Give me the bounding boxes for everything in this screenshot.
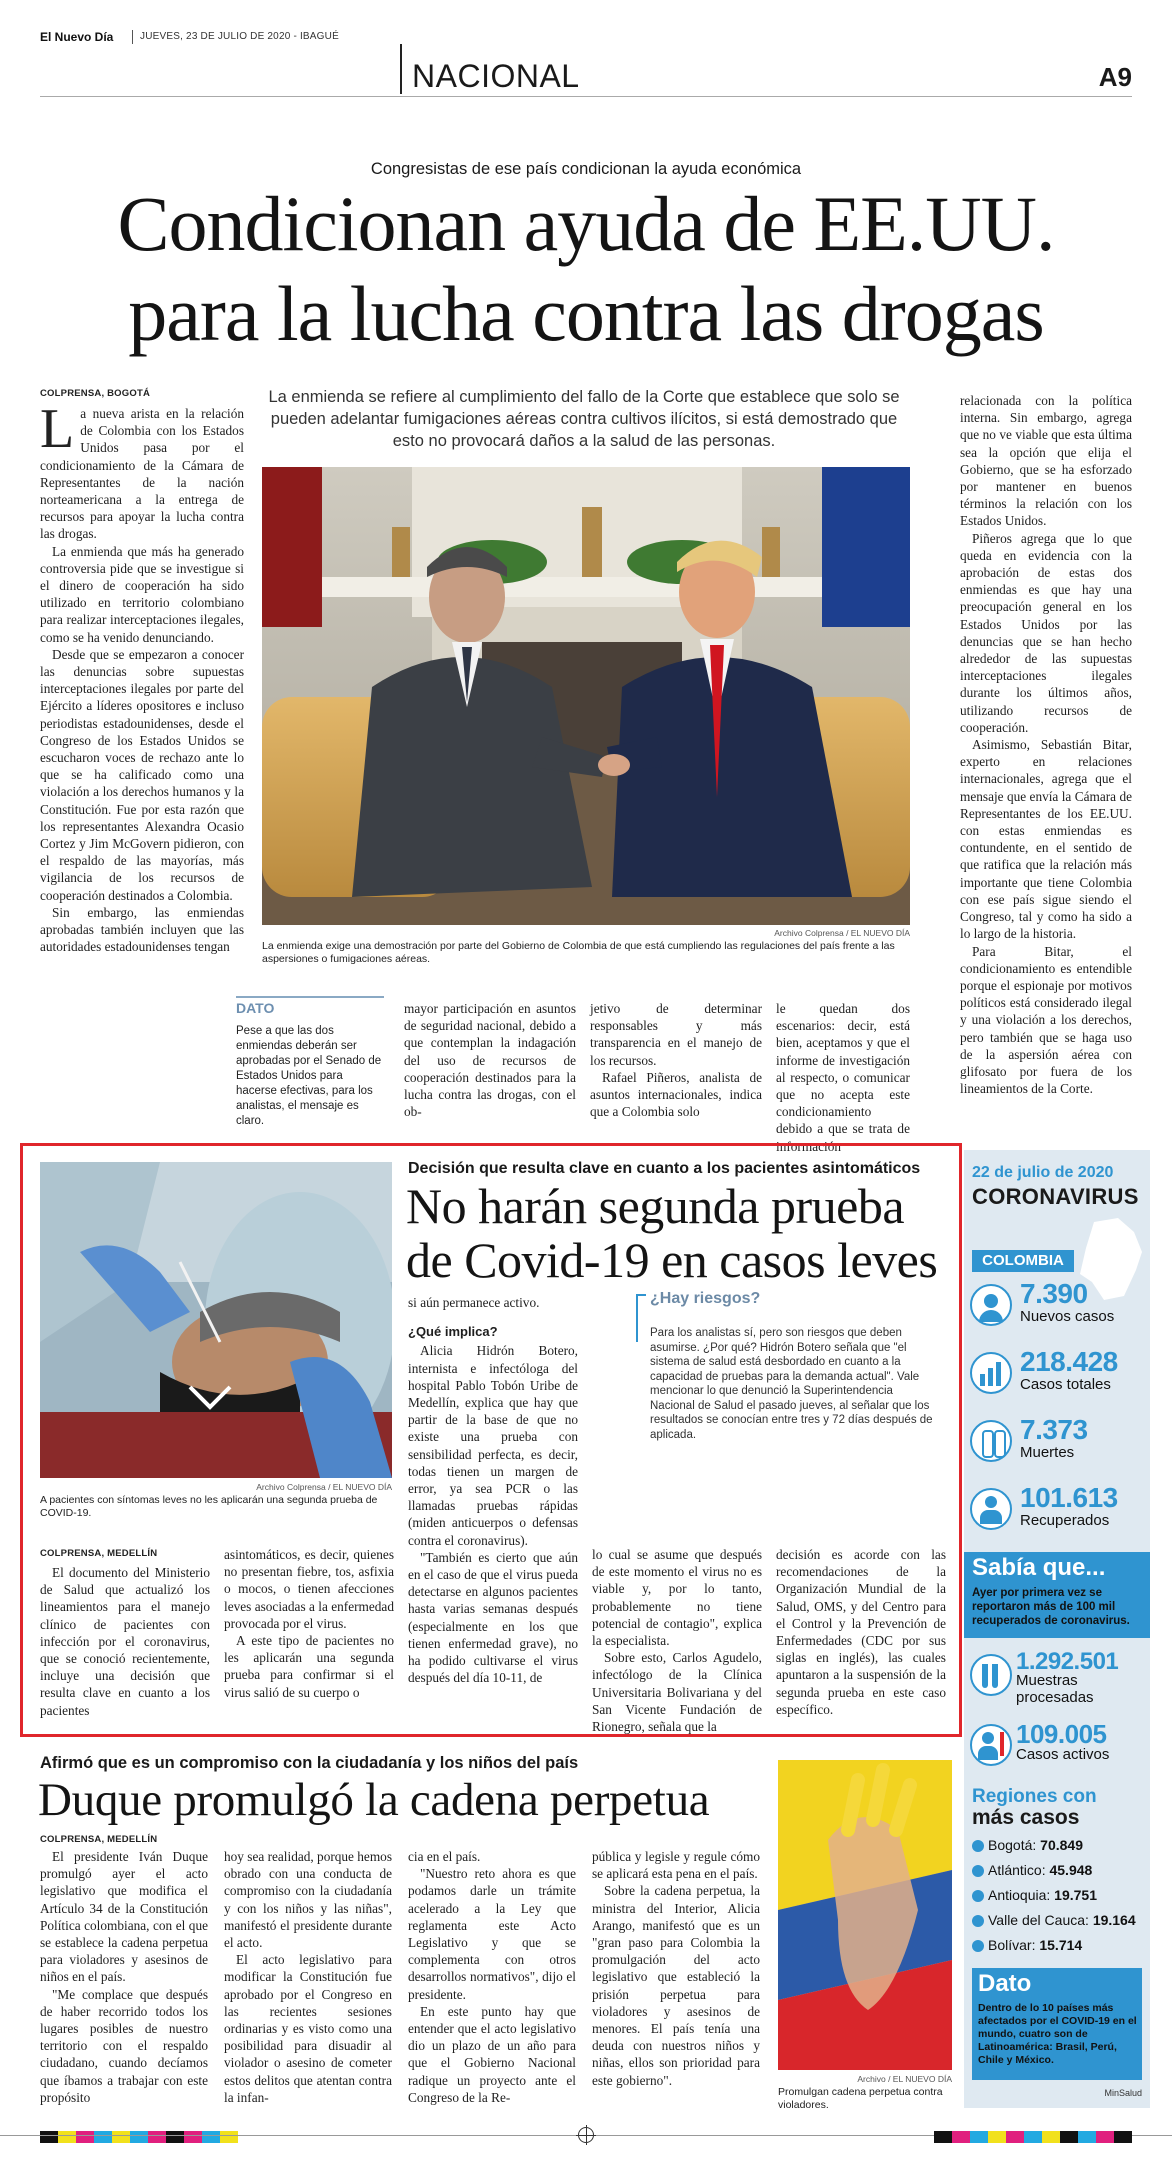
story3-photo: [778, 1760, 952, 2070]
story2-caption: A pacientes con síntomas leves no les aplicarán una segunda prueba de COVID-19.: [40, 1494, 378, 1519]
stat-label: Nuevos casos: [1020, 1308, 1115, 1325]
story1-col3-p1: mayor participación en asuntos de seguridad nacional, debido a que contemplan la indagación del uso de recursos de cooperación destinados para la lucha contra las drogas, con el ob-: [404, 1001, 576, 1120]
corona-dato-title: Dato: [978, 1970, 1032, 1997]
story2-col2-p1: asintomáticos, es decir, quienes no presentan fiebre, tos, asfixia o mocos, o tienen afecciones leves asociadas a la enfermedad provocada por el virus.: [224, 1547, 394, 1631]
region-value: 70.849: [1040, 1837, 1083, 1853]
region-item: [972, 1886, 1150, 1904]
story3-photo-credit: Archivo / EL NUEVO DÍA: [857, 2074, 952, 2084]
section-bar: [400, 44, 402, 94]
story3-caption: Promulgan cadena perpetua contra violadores.: [778, 2086, 943, 2111]
story1-col1-p3: Desde que se empezaron a conocer las denuncias sobre supuestas interceptaciones ilegales por parte del Ejército a líderes opositores e incluso periodistas estadounidenses, desde el Congreso de los Estados Unidos se escucharon voces de rechazo ante lo que se ha calificado como una violación a los derechos humanos y la Constitución. Fue por esta razón que los representantes Alexandra Ocasio Cortez y Jim McGovern pidieron, con el respaldo de las mayorías, más vigilancia de los recursos de cooperación destinados a Colombia.: [40, 646, 244, 903]
region-name: Valle del Cauca:: [988, 1912, 1089, 1928]
story1-column-4: [590, 1000, 762, 1120]
story1-dato: [236, 996, 384, 1129]
bullet-icon: [972, 1840, 984, 1852]
story3-column-4: [592, 1848, 760, 2089]
stat-total-cases: [970, 1348, 1150, 1404]
regions-title-2: más casos: [972, 1806, 1080, 1829]
date-line: JUEVES, 23 DE JULIO DE 2020 - IBAGUÉ: [140, 31, 339, 42]
cases-chart-icon: [970, 1352, 1012, 1394]
story1-column-3: [404, 1000, 576, 1120]
feet-tag-icon: [970, 1420, 1012, 1462]
corona-country: COLOMBIA: [972, 1250, 1074, 1272]
story2-headline-line2: de Covid-19 en casos leves: [406, 1232, 938, 1288]
stat-active: [970, 1720, 1150, 1776]
region-item: [972, 1836, 1150, 1854]
story2-col5-p1: decisión es acorde con las recomendaciones de la Organización Mundial de la Salud, OMS, y del Centro para el Control y la Prevención de Enfermedades (CDC por sus siglas en inglés), las cuales apuntaron a la suspensión de la segunda prueba en este caso específico.: [776, 1547, 946, 1717]
stat-value: 7.390: [1020, 1278, 1088, 1309]
story1-col6-p4: Para Bitar, el condicionamiento es entendible porque el espionaje por motivos políticos está considerado ilegal y una violación a los derechos, pero también que se haga uso de la aspersión aérea con glifosato por fuera de los lineamientos de la Corte.: [960, 943, 1132, 1097]
corona-date: 22 de julio de 2020: [972, 1164, 1114, 1181]
story2-photo-credit: Archivo Colprensa / EL NUEVO DÍA: [256, 1482, 392, 1492]
stat-label: Casos activos: [1016, 1746, 1110, 1763]
story3-byline: COLPRENSA, MEDELLÍN: [40, 1834, 158, 1845]
story2-col3-p1: Alicia Hidrón Botero, internista e infectóloga del hospital Pablo Tobón Uribe de Medellín, explica que hay que partir de la base de que no existe una prueba con sensibilidad perfecta, es decir, todas tienen un margen de error, ya sea PCR o las llamadas pruebas rápidas (miden anticuerpos o defensas contra el coronavirus).: [408, 1343, 578, 1548]
print-color-bar-left: [40, 2130, 340, 2142]
corona-dato-box: [972, 1968, 1142, 2080]
region-value: 19.751: [1054, 1887, 1097, 1903]
story3-col3-p3: En este punto hay que entender que el acto legislativo dio un plazo de un año para que el Gobierno Nacional radique un proyecto ante el Congreso de la Re-: [408, 2003, 576, 2105]
story3-column-2: [224, 1848, 392, 2106]
story1-caption: La enmienda exige una demostración por parte del Gobierno de Colombia de que está cumpliendo las regulaciones del país frente a las aspersiones o fumigaciones aéreas.: [262, 940, 895, 965]
story1-pullquote: La enmienda se refiere al cumplimiento del fallo de la Corte que establece que solo se pueden adelantar fumigaciones aéreas contra cultivos ilícitos, si está demostrado que esto no provocará daños a la salud de las personas.: [268, 388, 900, 450]
story3-kicker: Afirmó que es un compromiso con la ciudadanía y los niños del país: [40, 1754, 579, 1772]
story3-headline: Duque promulgó la cadena perpetua: [38, 1774, 710, 1826]
dato-text: Pese a que las dos enmiendas deberán ser aprobadas por el Senado de Estados Unidos para hacerse efectivas, para los analistas, el mensaje es claro.: [236, 1025, 382, 1127]
story2-headline-line1: No harán segunda prueba: [406, 1178, 905, 1234]
story3-col3-p2: "Nuestro reto ahora es que podamos darle un trámite acelerado a la Ley que reglamenta este Acto Legislativo y que se complementa con otros desarrollos normativos", dijo el presidente.: [408, 1866, 576, 2002]
story1-byline: COLPRENSA, BOGOTÁ: [40, 388, 151, 399]
registration-mark-icon: [578, 2127, 594, 2143]
stat-value: 1.292.501: [1016, 1648, 1119, 1675]
stat-label: Casos totales: [1020, 1376, 1111, 1393]
stat-value: 101.613: [1020, 1482, 1118, 1513]
story1-photo-credit: Archivo Colprensa / EL NUEVO DÍA: [774, 928, 910, 938]
regions-title-1: Regiones con: [972, 1786, 1097, 1807]
story1-col4-p1: jetivo de determinar responsables y más transparencia en el manejo de los recursos.: [590, 1001, 762, 1068]
story2-photo: [40, 1162, 392, 1478]
corona-source: MinSalud: [1104, 2088, 1142, 2098]
story3-column-1: [40, 1848, 208, 2106]
stat-new-cases: [970, 1280, 1150, 1336]
riesgos-title: ¿Hay riesgos?: [650, 1290, 761, 1307]
bullet-icon: [972, 1915, 984, 1927]
coronavirus-sidebar: [964, 1150, 1150, 2108]
story1-col1-p1-text: a nueva arista en la relación de Colombia con los Estados Unidos pasa por el condicionamiento de la Cámara de Representantes de la nación norteamericana a la entrega de recursos para apoyar la lucha contra las drogas.: [40, 406, 244, 542]
story2-col3-lead: si aún permanece activo.: [408, 1295, 540, 1310]
sabia-text: Ayer por primera vez se reportaron más de 100 mil recuperados de coronavirus.: [972, 1587, 1130, 1627]
story3-col4-p2: Sobre la cadena perpetua, la ministra del Interior, Alicia Arango, manifestó que es un "gran paso para Colombia la promulgación del acto legislativo que estableció la prisión perpetua para violadores y asesinos de menores. El país tenía una deuda con nuestros niños y niñas, ellos son prioridad para este gobierno".: [592, 1883, 760, 2088]
region-item: [972, 1861, 1150, 1879]
paper-name: El Nuevo Día: [40, 30, 114, 44]
recovered-person-icon: [970, 1488, 1012, 1530]
story1-col6-p3: Asimismo, Sebastián Bitar, experto en relaciones internacionales, agrega que el mensaje que envía la Cámara de Representantes de los EE.UU. con estas enmiendas es contundente, en el sentido de que ratifica que la relación más importante que tiene Colombia con ese país sigue siendo el Congreso, tal y como ha sido a lo largo de la historia.: [960, 737, 1132, 942]
stat-value: 7.373: [1020, 1414, 1088, 1445]
story2-col1-p1: El documento del Ministerio de Salud que actualizó los lineamientos para el manejo clínico de pacientes con infección por el coronavirus, que se conoció recientemente, incluye una decisión que resulta clave en cuanto a los pacientes: [40, 1565, 210, 1718]
story1-column-5: [776, 1000, 910, 1155]
region-value: 45.948: [1049, 1862, 1093, 1878]
page-number: A9: [1098, 62, 1132, 92]
story2-col4-p1: lo cual se asume que después de este momento el virus no es viable y, por lo tanto, probablemente no tiene potencial de contagio", explica la especialista.: [592, 1547, 762, 1649]
story2-col2-p2: A este tipo de pacientes no les aplicarán una segunda prueba para confirmar si el virus salió de su cuerpo o: [224, 1633, 394, 1700]
stat-value: 109.005: [1016, 1719, 1107, 1749]
riesgos-text: Para los analistas sí, pero son riesgos que deben asumirse. ¿Por qué? Hidrón Botero señala que "el sistema de salud está desbordado en cuanto a la capacidad de pruebas para la demanda actual". Vale mencionar lo que denunció la Superintendencia Nacional de Salud el pasado jueves, al señalar que los resultados se conocían entre tres y 72 días después de aplicada.: [650, 1327, 933, 1441]
story2-subhead: ¿Qué implica?: [408, 1324, 498, 1340]
stat-label: Recuperados: [1020, 1512, 1110, 1529]
print-color-bar-right: [832, 2130, 1132, 2142]
story1-headline-line1: Condicionan ayuda de EE.UU.: [117, 180, 1055, 267]
bullet-icon: [972, 1890, 984, 1902]
masthead: [40, 28, 1132, 98]
story1-col4-p2: Rafael Piñeros, analista de asuntos internacionales, indica que a Colombia solo: [590, 1069, 762, 1120]
story3-col2-p2: El acto legislativo para modificar la Constitución fue aprobado por el Congreso en las recientes sesiones ordinarias y es visto como una posibilidad para disuadir al violador o asesino de cometer estos delitos que atentan contra la infan-: [224, 1952, 392, 2105]
thermometer-person-icon: [970, 1724, 1012, 1766]
story3-column-3: [408, 1848, 576, 2106]
riesgos-bracket: [636, 1294, 646, 1342]
story2-column-1: [40, 1564, 210, 1719]
story1-col1-p4: Sin embargo, las enmiendas aprobadas también incluyen que las autoridades estadounidenses tengan: [40, 904, 244, 955]
section-title: NACIONAL: [412, 58, 580, 94]
sabia-title: Sabía que...: [972, 1554, 1106, 1581]
story3-col1-p2: "Me complace que después de haber recorrido todos los lugares posibles de nuestro territorio con el respaldo ciudadano, cuando decíamos que íbamos a trabajar con este propósito: [40, 1986, 208, 2105]
story2-column-5: [776, 1546, 946, 1718]
story1-headline-line2: para la lucha contra las drogas: [128, 270, 1044, 357]
dato-label: DATO: [236, 1000, 275, 1016]
corona-title: CORONAVIRUS: [972, 1184, 1139, 1209]
region-value: 15.714: [1039, 1937, 1083, 1953]
region-name: Antioquia:: [988, 1887, 1051, 1903]
story1-column-1: [40, 398, 244, 956]
bullet-icon: [972, 1940, 984, 1952]
sabia-que-box: [964, 1552, 1150, 1638]
stat-label: Muestras procesadas: [1016, 1672, 1094, 1706]
region-name: Bogotá:: [988, 1837, 1037, 1853]
story1-col6-p1: relacionada con la política interna. Sin embargo, agrega que no ve viable que esta última sea la opción que elija el Gobierno, que se ha esforzado por mantener en buenos términos la relación con los Estados Unidos.: [960, 393, 1132, 529]
stat-value: 218.428: [1020, 1346, 1118, 1377]
stat-recovered: [970, 1484, 1150, 1540]
story1-column-6: [960, 392, 1132, 1097]
story1-kicker: Congresistas de ese país condicionan la ayuda económica: [370, 160, 802, 178]
region-item: [972, 1911, 1150, 1929]
covid-test-image: [40, 1162, 392, 1478]
bullet-icon: [972, 1865, 984, 1877]
stat-deaths: [970, 1416, 1150, 1472]
story1-col5-p1: le quedan dos escenarios: decir, está bien, aceptamos y que el informe de investigación al respecto, o comunicar que no acepta este condicionamiento debido a que se trata de información: [776, 1001, 910, 1154]
painted-hand-image: [778, 1760, 952, 2070]
story2-kicker: Decisión que resulta clave en cuanto a los pacientes asintomáticos: [408, 1160, 921, 1177]
region-value: 19.164: [1092, 1912, 1136, 1928]
story2-riesgos-box: [650, 1290, 940, 1442]
corona-dato-text: Dentro de lo 10 países más afectados por el COVID-19 en el mundo, cuatro son de Latinoamérica: Brasil, Perú, Chile y México.: [978, 2002, 1137, 2066]
story3-col4-p1: pública y legisle y regule cómo se aplicará esta pena en el país.: [592, 1849, 760, 1882]
story1-col6-p2: Piñeros agrega que lo que queda en evidencia con la aprobación de estas dos enmiendas es que hay una preocupación general en los Estados Unidos por las denuncias que se han hecho alrededor de las supuestas interceptaciones ilegales durante los últimos años, utilizando recursos de cooperación.: [960, 530, 1132, 735]
oval-office-handshake-image: [262, 467, 910, 925]
masthead-rule: [40, 96, 1132, 97]
region-item: [972, 1936, 1150, 1954]
story2-byline: COLPRENSA, MEDELLÍN: [40, 1548, 158, 1559]
story2-col4-p2: Sobre esto, Carlos Agudelo, infectólogo de la Clínica Universitaria Bolivariana y del San Vicente Fundación de Rionegro, señala que la: [592, 1650, 762, 1735]
story3-col3-p1: cia en el país.: [408, 1849, 481, 1864]
story2-column-2: [224, 1546, 394, 1701]
story3-col1-p1: El presidente Iván Duque promulgó ayer el acto legislativo que modifica el Artículo 34 de la Constitución Política colombiana, con el que se establece la cadena perpetua para violadores y asesinos de niños en el país.: [40, 1849, 208, 1985]
story3-col2-p1: hoy sea realidad, porque hemos obrado con una conducta de compromiso con la ciudadanía y con los niños y las niñas", manifestó el presidente durante el acto.: [224, 1849, 393, 1951]
dato-top-rule: [236, 996, 384, 998]
region-name: Atlántico:: [988, 1862, 1046, 1878]
story2-column-3: [408, 1294, 578, 1686]
story1-col1-p2: La enmienda que más ha generado controversia pide que se investigue si el dinero de cooperación ha sido utilizado en territorio colombiano para realizar interceptaciones ilegales, como se ha venido denunciando.: [40, 543, 244, 645]
story2-column-4: [592, 1546, 762, 1735]
story1-photo: [262, 467, 910, 925]
stat-samples: [970, 1648, 1150, 1708]
region-name: Bolívar:: [988, 1937, 1036, 1953]
story1-col1-p1: [40, 398, 244, 543]
test-tubes-icon: [970, 1654, 1012, 1696]
drop-cap: L: [40, 398, 75, 460]
regions-list: [972, 1836, 1150, 1954]
virus-person-icon: [970, 1284, 1012, 1326]
stat-label: Muertes: [1020, 1444, 1075, 1461]
story2-col3-p2: "También es cierto que aún en el caso de que el virus pueda detectarse en algunos pacientes hasta varias semanas después (especialmente en los que tienen enfermedad grave), no ha podido cultivarse el virus después del día 10-11, de: [408, 1549, 578, 1686]
masthead-separator: [132, 30, 133, 44]
